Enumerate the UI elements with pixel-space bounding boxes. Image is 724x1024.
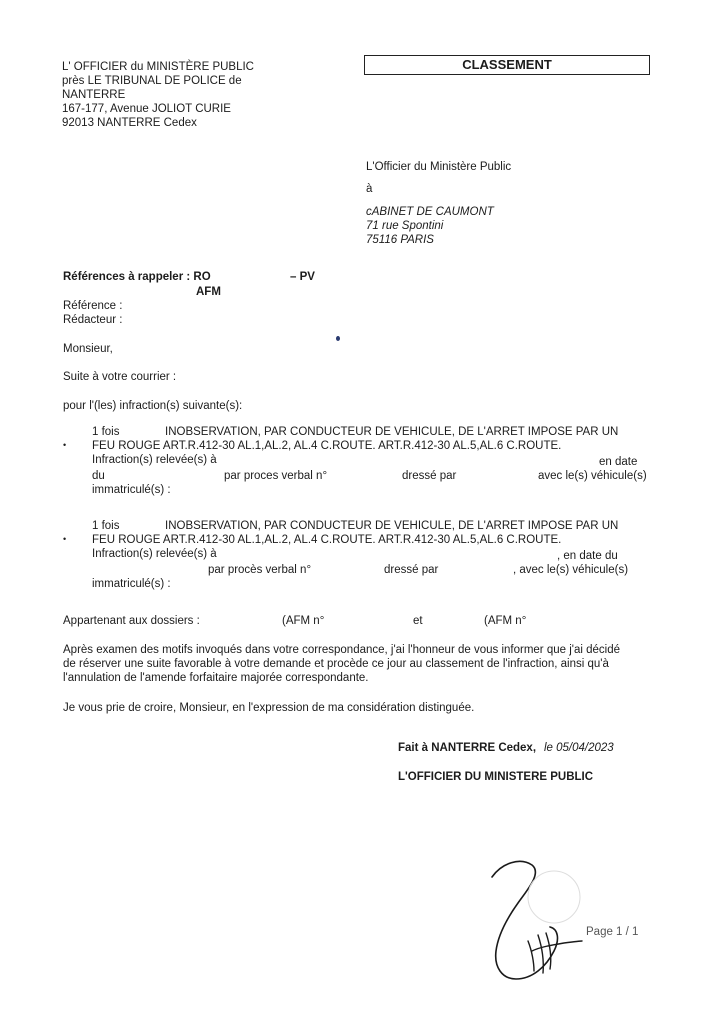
- sign-date: le 05/04/2023: [544, 742, 614, 754]
- sender-address: [62, 60, 292, 130]
- infraction-2-count: 1 fois: [92, 520, 120, 532]
- sender-line-3: NANTERRE: [62, 89, 126, 101]
- dossiers-label: Appartenant aux dossiers :: [63, 615, 200, 627]
- greeting: Monsieur,: [63, 343, 113, 355]
- references-afm: AFM: [196, 286, 221, 298]
- infraction-1-relevee: Infraction(s) relevée(s) à: [92, 454, 217, 466]
- ink-dot: [336, 336, 340, 341]
- infraction-1-count: 1 fois: [92, 426, 120, 438]
- dossiers-afm-1: (AFM n°: [282, 615, 325, 627]
- decision-line-1: Après examen des motifs invoqués dans votre correspondance, j'ai l'honneur de vous informer que j'ai décidé: [63, 644, 620, 656]
- recipient-line-5: 75116 PARIS: [366, 234, 434, 246]
- dossiers-et: et: [413, 615, 423, 627]
- reference-label: Référence :: [63, 300, 123, 312]
- recipient-line-2: à: [366, 183, 373, 195]
- closing-formula: Je vous prie de croire, Monsieur, en l'expression de ma considération distinguée.: [63, 702, 475, 714]
- infraction-1-en-date: en date: [599, 456, 638, 468]
- recipient-line-3: cABINET DE CAUMONT: [366, 206, 494, 218]
- references-pv: – PV: [290, 271, 315, 283]
- infraction-2-immat: immatriculé(s) :: [92, 578, 171, 590]
- recipient-line-1: L'Officier du Ministère Public: [366, 161, 512, 173]
- dossiers-afm-2: (AFM n°: [484, 615, 527, 627]
- decision-line-3: l'annulation de l'amende forfaitaire majorée correspondante.: [63, 672, 369, 684]
- handwritten-signature: [488, 855, 584, 985]
- infraction-2-dresse: dressé par: [384, 564, 439, 576]
- references-label: Références à rappeler : RO: [63, 271, 211, 283]
- recipient-address: [366, 160, 511, 247]
- intro-text: Suite à votre courrier :: [63, 371, 177, 383]
- decision-line-2: de réserver une suite favorable à votre demande et procède ce jour au classement de l'infraction, ainsi qu'à: [63, 658, 609, 670]
- infraction-1-vehicule: avec le(s) véhicule(s): [538, 470, 647, 482]
- infraction-1-pv: par proces verbal n°: [224, 470, 328, 482]
- infractions-intro: pour l'(les) infraction(s) suivante(s):: [63, 400, 243, 412]
- infraction-2-en-date: , en date du: [557, 550, 618, 562]
- sender-line-4: 167-177, Avenue JOLIOT CURIE: [62, 103, 231, 115]
- fait-a: Fait à NANTERRE Cedex,: [398, 742, 537, 754]
- page-number: Page 1 / 1: [586, 926, 639, 938]
- sender-line-1: L' OFFICIER du MINISTÈRE PUBLIC: [62, 61, 254, 73]
- redacteur-label: Rédacteur :: [63, 314, 123, 326]
- infraction-1-desc-1: INOBSERVATION, PAR CONDUCTEUR DE VEHICULE, DE L'ARRET IMPOSE PAR UN: [165, 426, 619, 438]
- infraction-1-desc-2: FEU ROUGE ART.R.412-30 AL.1,AL.2, AL.4 C.ROUTE. ART.R.412-30 AL.5,AL.6 C.ROUTE.: [92, 440, 562, 452]
- bullet-icon: •: [63, 534, 67, 544]
- infraction-2-pv: par procès verbal n°: [208, 564, 312, 576]
- bullet-icon: •: [63, 440, 67, 450]
- infraction-2-vehicule: , avec le(s) véhicule(s): [513, 564, 629, 576]
- officer-title: L'OFFICIER DU MINISTERE PUBLIC: [398, 771, 594, 783]
- recipient-line-4: 71 rue Spontini: [366, 220, 444, 232]
- sender-line-2: près LE TRIBUNAL DE POLICE de: [62, 75, 242, 87]
- infraction-1-dresse: dressé par: [402, 470, 457, 482]
- infraction-2-relevee: Infraction(s) relevée(s) à: [92, 548, 217, 560]
- infraction-2-desc-1: INOBSERVATION, PAR CONDUCTEUR DE VEHICULE, DE L'ARRET IMPOSE PAR UN: [165, 520, 619, 532]
- infraction-1-du: du: [92, 470, 105, 482]
- infraction-2-desc-2: FEU ROUGE ART.R.412-30 AL.1,AL.2, AL.4 C.ROUTE. ART.R.412-30 AL.5,AL.6 C.ROUTE.: [92, 534, 562, 546]
- document-type-box: CLASSEMENT: [364, 55, 650, 75]
- sender-line-5: 92013 NANTERRE Cedex: [62, 117, 197, 129]
- infraction-1-immat: immatriculé(s) :: [92, 484, 171, 496]
